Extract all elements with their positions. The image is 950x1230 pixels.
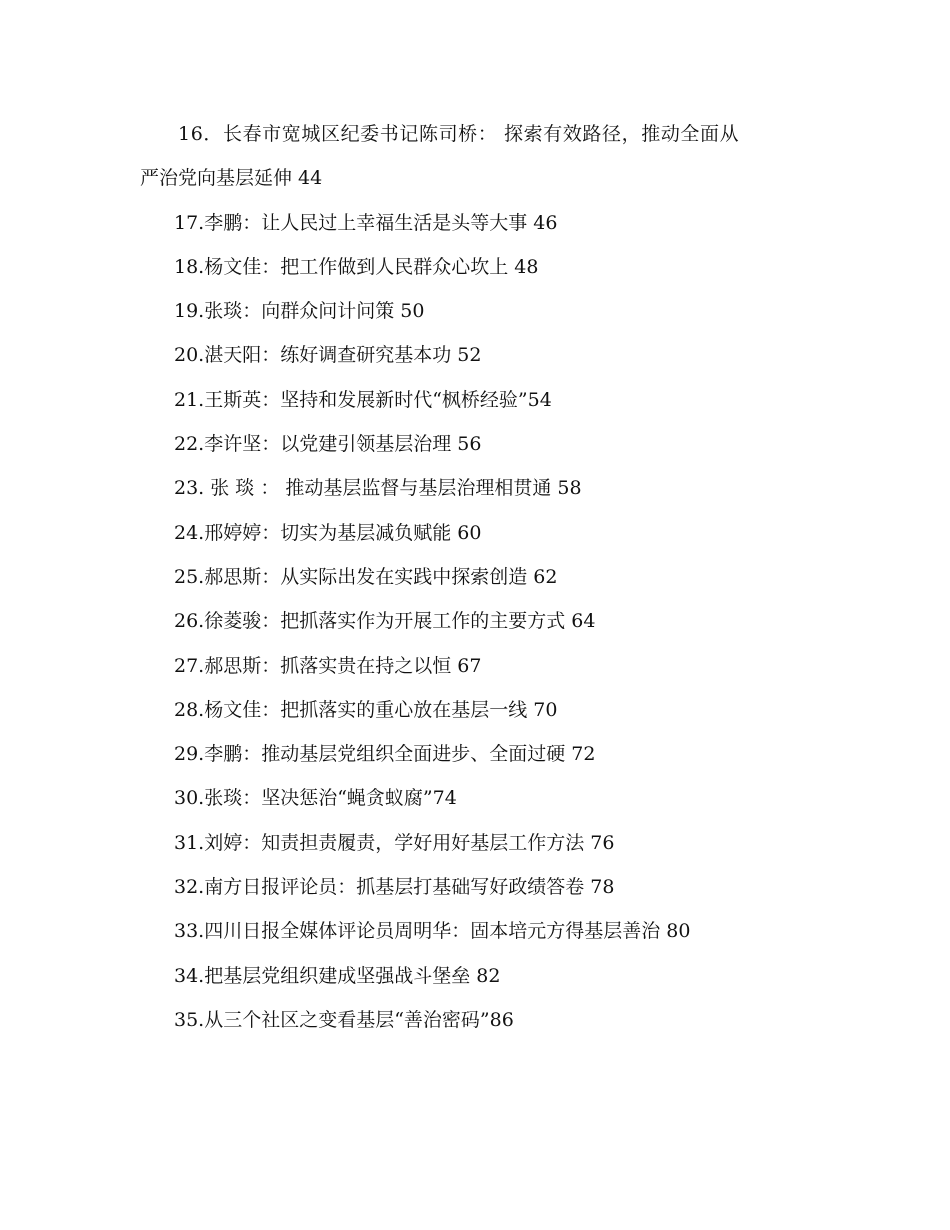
toc-entry-26[interactable]: 26.徐菱骏：把抓落实作为开展工作的主要方式 64 [174, 610, 596, 633]
toc-entry-27[interactable]: 27.郝思斯：抓落实贵在持之以恒 67 [174, 654, 482, 677]
toc-entry-17[interactable]: 17.李鹏：让人民过上幸福生活是头等大事 46 [174, 211, 558, 234]
toc-entry-35[interactable]: 35.从三个社区之变看基层“善治密码”86 [174, 1008, 514, 1031]
toc-entry-32[interactable]: 32.南方日报评论员：抓基层打基础写好政绩答卷 78 [174, 876, 615, 899]
toc-entry-25[interactable]: 25.郝思斯：从实际出发在实践中探索创造 62 [174, 565, 558, 588]
toc-entry-24[interactable]: 24.邢婷婷：切实为基层减负赋能 60 [174, 521, 482, 544]
toc-entry-31[interactable]: 31.刘婷：知责担责履责，学好用好基层工作方法 76 [174, 831, 615, 854]
toc-entry-29[interactable]: 29.李鹏：推动基层党组织全面进步、全面过硬 72 [174, 743, 596, 766]
toc-entry-30[interactable]: 30.张琰：坚决惩治“蝇贪蚁腐”74 [174, 787, 457, 810]
toc-entry-20[interactable]: 20.湛天阳：练好调查研究基本功 52 [174, 344, 482, 367]
toc-entry-22[interactable]: 22.李许坚：以党建引领基层治理 56 [174, 433, 482, 456]
toc-entry-21[interactable]: 21.王斯英：坚持和发展新时代“枫桥经验”54 [174, 388, 552, 411]
toc-entry-18[interactable]: 18.杨文佳：把工作做到人民群众心坎上 48 [174, 255, 539, 278]
table-of-contents [0, 112, 950, 1042]
toc-entry-16[interactable] [0, 112, 950, 201]
toc-entry-16-line-2: 严治党向基层延伸 44 [140, 167, 323, 190]
toc-entry-16-line-1: 16．长春市宽城区纪委书记陈司桥： 探索有效路径，推动全面从 [178, 123, 740, 145]
toc-entry-19[interactable]: 19.张琰：向群众问计问策 50 [174, 300, 425, 323]
toc-entry-23[interactable]: 23. 张 琰 ： 推动基层监督与基层治理相贯通 58 [174, 477, 582, 500]
toc-entry-34[interactable]: 34.把基层党组织建成坚强战斗堡垒 82 [174, 964, 501, 987]
toc-entry-33[interactable]: 33.四川日报全媒体评论员周明华：固本培元方得基层善治 80 [174, 920, 691, 943]
toc-entry-28[interactable]: 28.杨文佳：把抓落实的重心放在基层一线 70 [174, 698, 558, 721]
